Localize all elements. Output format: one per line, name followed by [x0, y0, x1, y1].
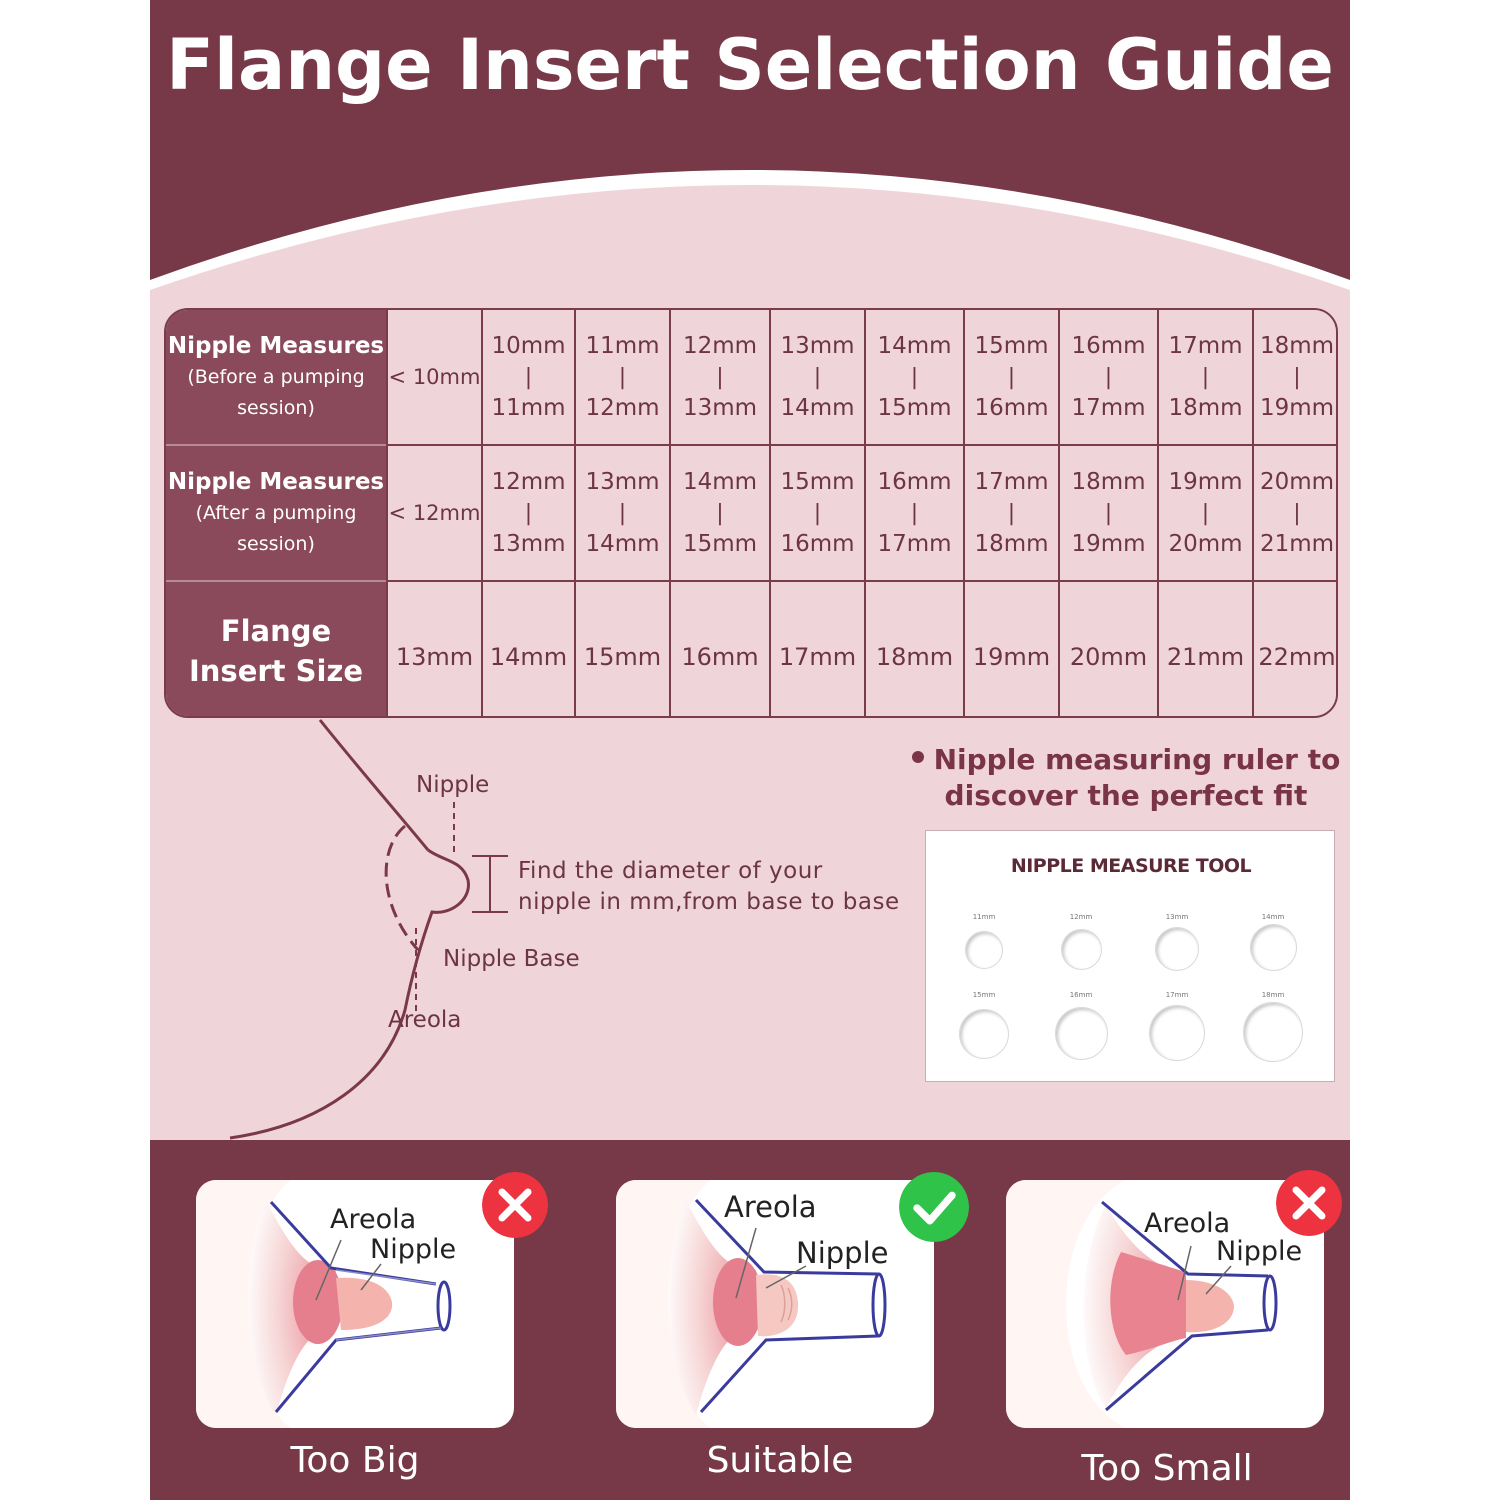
flange-size: 20mm [1069, 642, 1148, 671]
cell-value: 10mm [491, 332, 566, 359]
cell-value: 18mm [1259, 332, 1335, 359]
areola-label: Areola [724, 1190, 817, 1224]
areola-label: Areola [388, 1007, 462, 1033]
cell-value: 18mm [1071, 468, 1146, 495]
cell-value: 17mm [1071, 394, 1146, 421]
row-header-title: Insert Size [189, 654, 363, 688]
cell-value: 16mm [780, 530, 855, 557]
bullet-icon [912, 751, 924, 763]
cell-value: 16mm [877, 468, 952, 495]
flange-size: 15mm [583, 642, 662, 671]
cell-separator: | [524, 500, 533, 526]
cell-value: 13mm [585, 468, 660, 495]
page-title: Flange Insert Selection Guide [166, 24, 1334, 106]
ruler-caption-line: discover the perfect fit [944, 779, 1308, 812]
cell-value: < 12mm [388, 500, 481, 525]
hole-label: 14mm [1261, 913, 1285, 921]
cell-separator: | [1201, 364, 1210, 390]
row-header-subtitle: session) [237, 532, 315, 555]
flange-size: 13mm [395, 642, 474, 671]
fit-label-too-big: Too Big [290, 1440, 420, 1481]
cell-value: 12mm [682, 332, 758, 359]
cell-value: 15mm [974, 332, 1049, 359]
measure-hole [965, 931, 1003, 969]
cell-value: 17mm [1168, 332, 1243, 359]
cell-value: 19mm [1071, 530, 1146, 557]
cell-value: 17mm [974, 468, 1049, 495]
hole-label: 12mm [1069, 913, 1093, 921]
cell-separator: | [1104, 500, 1113, 526]
cell-separator: | [813, 364, 822, 390]
cell-value: 19mm [1259, 394, 1335, 421]
instruction-line: Find the diameter of your [518, 858, 823, 884]
flange-size: 17mm [778, 642, 857, 671]
cell-separator: | [618, 364, 627, 390]
hole-label: 17mm [1165, 991, 1189, 999]
cell-value: 18mm [1168, 394, 1243, 421]
fit-label-suitable: Suitable [706, 1440, 854, 1481]
cell-value: 11mm [491, 394, 566, 421]
hole-label: 13mm [1165, 913, 1189, 921]
cell-separator: | [1293, 364, 1301, 390]
nipple-base-label: Nipple Base [443, 946, 580, 972]
fit-card-suitable [616, 1180, 934, 1428]
cell-value: 14mm [877, 332, 952, 359]
row-header-subtitle: session) [237, 396, 315, 419]
nipple-label: Nipple [370, 1234, 457, 1265]
cell-separator: | [716, 500, 724, 526]
cell-separator: | [910, 500, 919, 526]
cell-separator: | [1007, 500, 1016, 526]
cross-icon [1276, 1170, 1342, 1236]
check-icon [899, 1172, 969, 1242]
cell-value: 20mm [1168, 530, 1243, 557]
flange-size: 19mm [972, 642, 1051, 671]
cell-value: 13mm [682, 394, 758, 421]
cell-value: 19mm [1168, 468, 1243, 495]
cell-value: 18mm [974, 530, 1049, 557]
measure-instruction [518, 856, 900, 918]
cell-value: 12mm [585, 394, 660, 421]
cell-value: 21mm [1259, 530, 1335, 557]
cell-value: 14mm [780, 394, 855, 421]
cross-icon [482, 1172, 548, 1238]
nipple-label: Nipple [416, 772, 490, 798]
cell-separator: | [1201, 500, 1210, 526]
flange-size: 14mm [489, 642, 568, 671]
measure-hole [1055, 1007, 1108, 1060]
areola-label: Areola [330, 1204, 417, 1235]
cell-value: 12mm [491, 468, 566, 495]
row-header-subtitle: (After a pumping [195, 501, 357, 524]
fit-card-too-small [1006, 1180, 1324, 1428]
cell-value: 16mm [974, 394, 1049, 421]
flange-size: 21mm [1166, 642, 1245, 671]
cell-value: 15mm [682, 530, 758, 557]
flange-size: 16mm [681, 642, 759, 671]
measure-hole [1243, 1002, 1303, 1062]
fit-label-too-small: Too Small [1081, 1448, 1253, 1489]
nipple-label: Nipple [1216, 1236, 1303, 1267]
flange-size: 18mm [875, 642, 954, 671]
cell-value: 20mm [1259, 468, 1335, 495]
cell-value: 15mm [780, 468, 855, 495]
row-header-subtitle: (Before a pumping [187, 365, 365, 388]
measure-hole [1061, 929, 1102, 970]
ruler-caption [906, 742, 1346, 814]
cell-value: 11mm [585, 332, 660, 359]
flange-size: 22mm [1258, 642, 1336, 671]
cell-value: 16mm [1071, 332, 1146, 359]
cell-separator: | [910, 364, 919, 390]
row-header-title: Nipple Measures [167, 468, 385, 495]
nipple-label: Nipple [796, 1236, 889, 1270]
fit-card-too-big [196, 1180, 514, 1428]
ruler-caption-line: Nipple measuring ruler to [933, 743, 1341, 776]
nipple-measure-tool [925, 830, 1335, 1082]
measure-hole [1155, 927, 1199, 971]
cell-separator: | [716, 364, 724, 390]
hole-label: 18mm [1261, 991, 1285, 999]
measure-hole [1250, 924, 1297, 971]
cell-separator: | [1293, 500, 1301, 526]
cell-value: 13mm [780, 332, 855, 359]
cell-value: 15mm [877, 394, 952, 421]
cell-separator: | [813, 500, 822, 526]
instruction-line: nipple in mm,from base to base [518, 889, 900, 915]
cell-value: 13mm [491, 530, 566, 557]
cell-value: 17mm [877, 530, 952, 557]
cell-value: 14mm [682, 468, 758, 495]
cell-separator: | [524, 364, 533, 390]
hole-label: 16mm [1069, 991, 1093, 999]
cell-value: < 10mm [388, 364, 481, 389]
measure-hole [1149, 1005, 1205, 1061]
areola-label: Areola [1144, 1208, 1231, 1239]
hole-label: 11mm [972, 913, 996, 921]
tool-title: NIPPLE MEASURE TOOL [1010, 855, 1252, 877]
row-header-title: Nipple Measures [167, 332, 385, 359]
cell-separator: | [1104, 364, 1113, 390]
measure-hole [959, 1009, 1009, 1059]
cell-value: 14mm [585, 530, 660, 557]
hole-label: 15mm [972, 991, 996, 999]
cell-separator: | [618, 500, 627, 526]
row-header-title: Flange [220, 614, 332, 648]
cell-separator: | [1007, 364, 1016, 390]
guide-canvas [150, 0, 1350, 1500]
